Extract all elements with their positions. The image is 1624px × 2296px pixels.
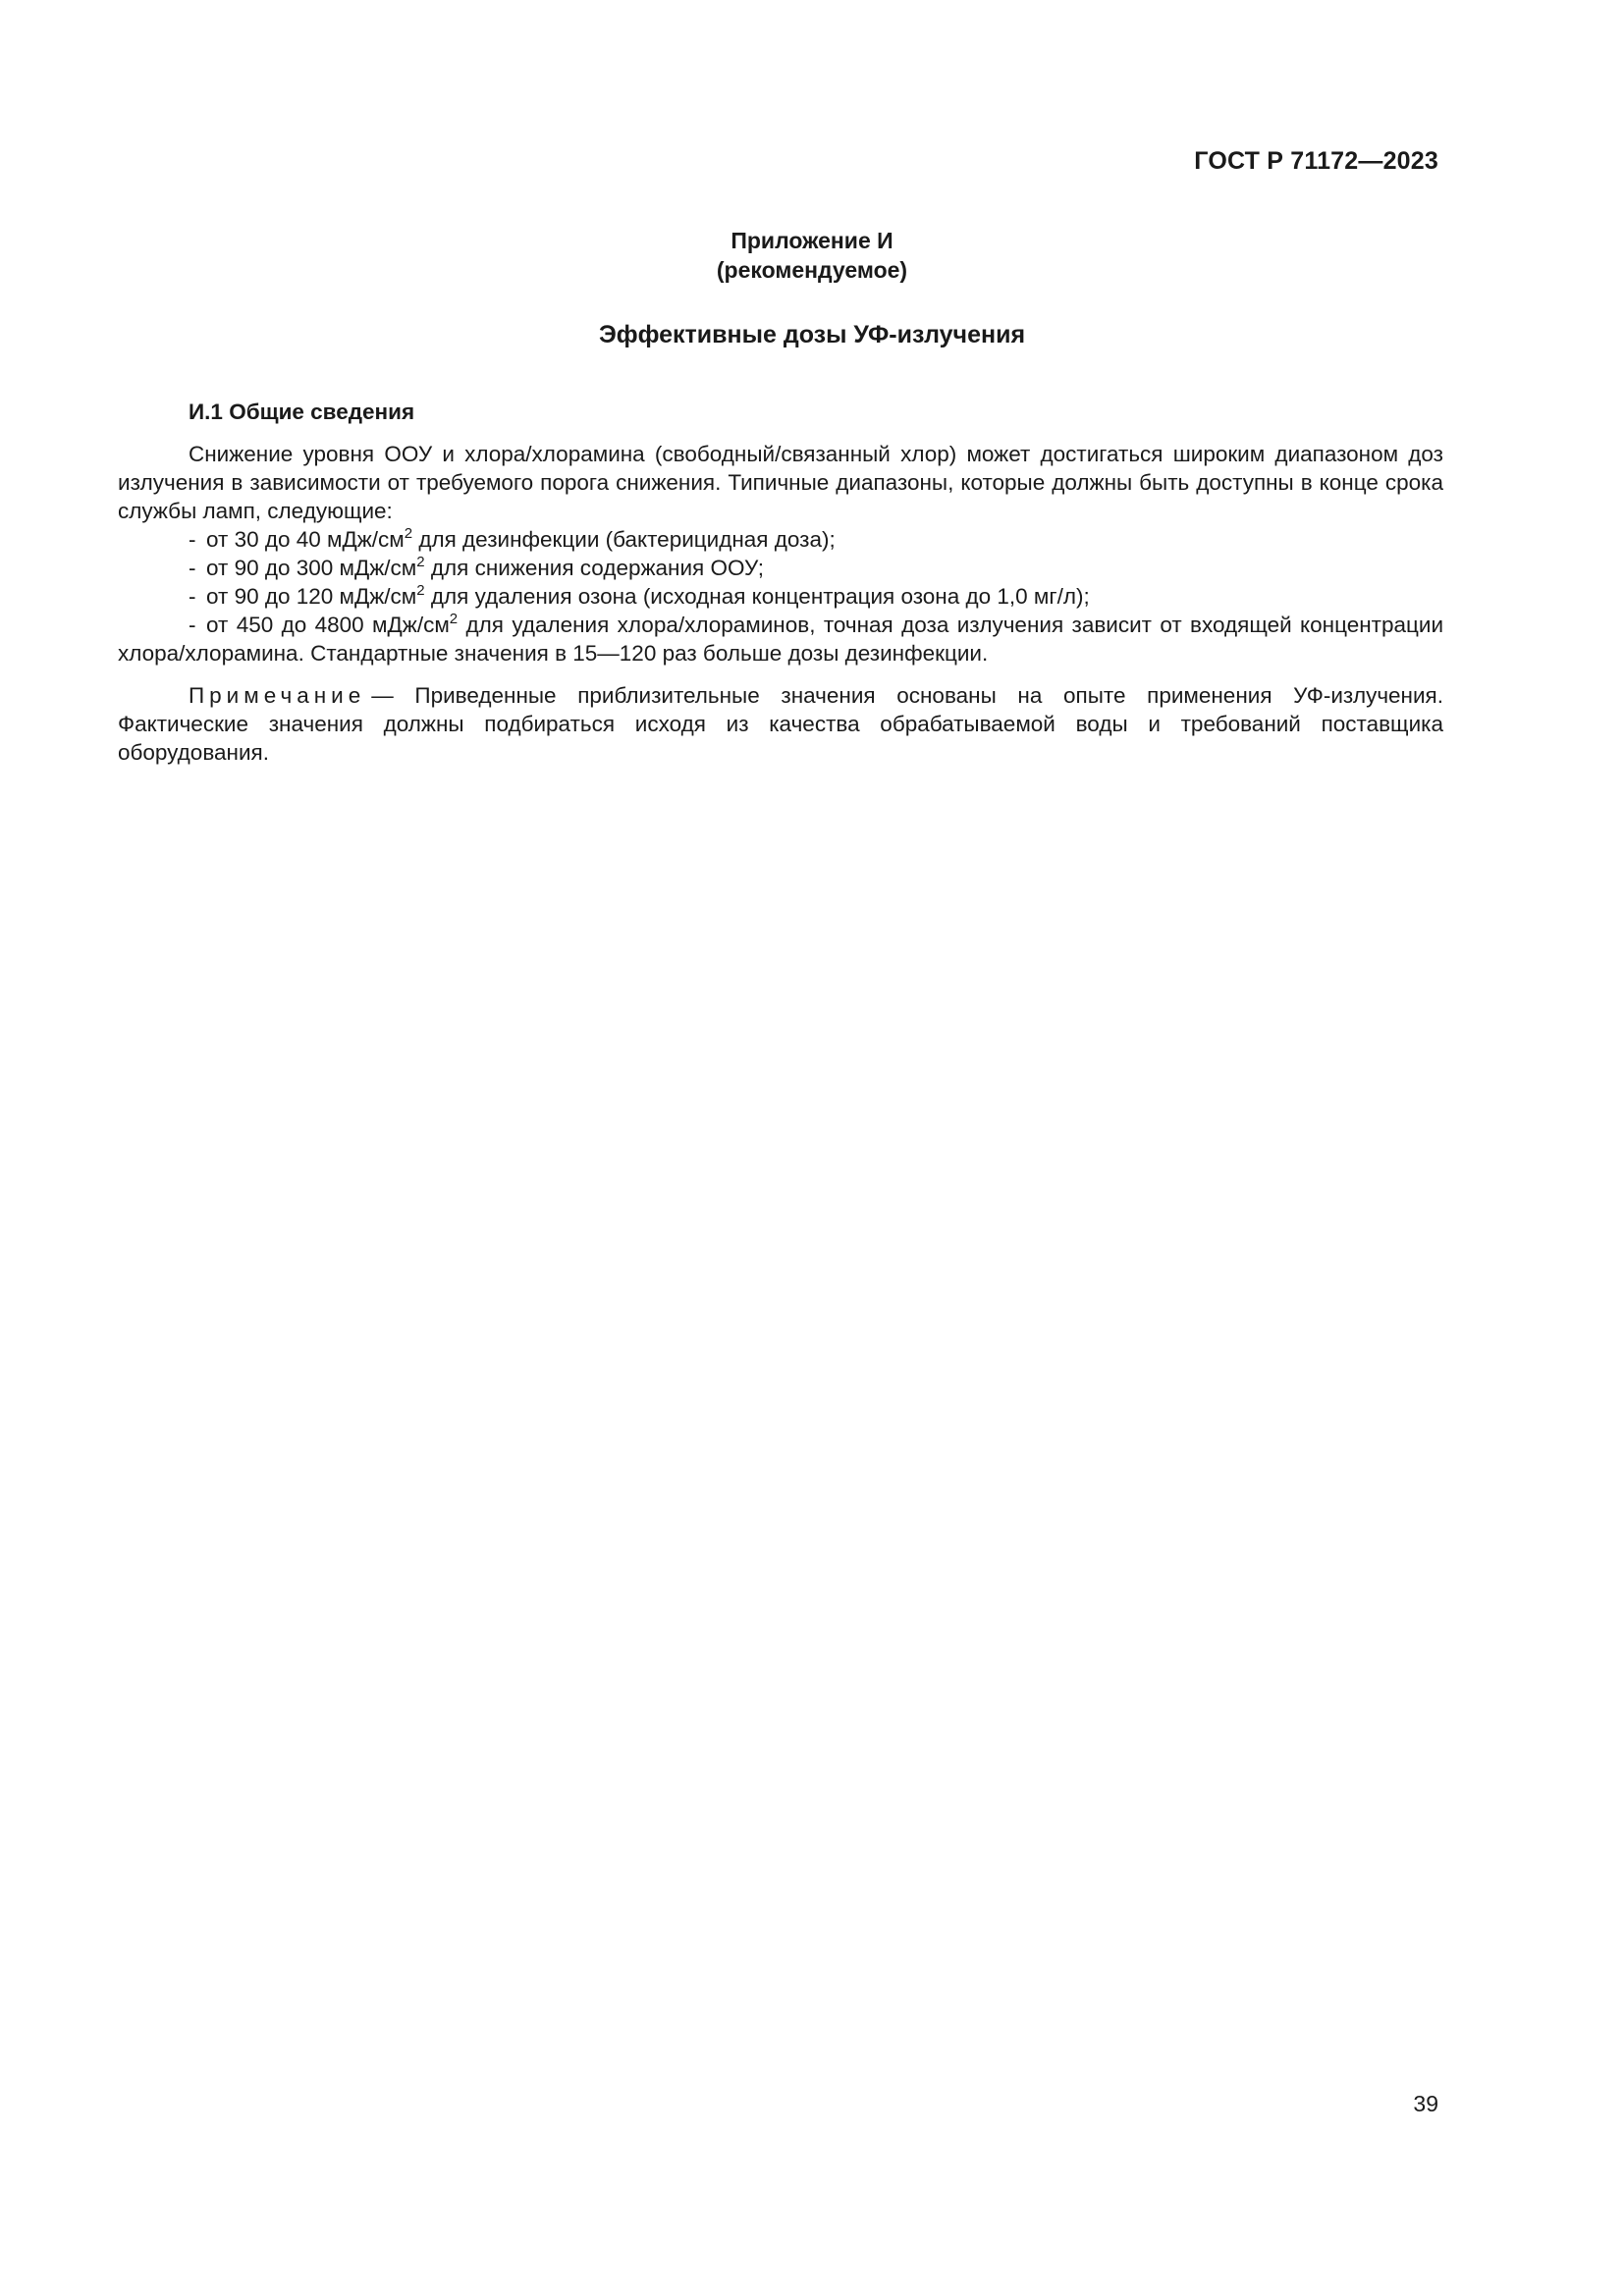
list-item-text-tail: для удаления хлора/хлораминов, точная доза излучения зависит от входящей концентрации хлора/хлорамина. Стандартные значения в 15—120 раз больше дозы дезинфекции. [118,613,1444,666]
list-item-text-tail: для удаления озона (исходная концентрация озона до 1,0 мг/л); [424,584,1090,609]
section-heading: И.1 Общие сведения [189,400,415,424]
appendix-status: (рекомендуемое) [716,257,908,283]
note-text: — Приведенные приблизительные значения основаны на опыте применения УФ-излучения. Фактические значения должны подбираться исходя из качества обрабатываемой воды и требований поставщика оборудования. [118,683,1443,765]
list-dash: - [189,584,196,609]
superscript: 2 [449,611,459,627]
list-dash: - [189,556,196,580]
note-label: Примечание [189,683,366,708]
section-content [118,398,1443,789]
list-item-text: от 30 до 40 мДж/см [206,527,405,552]
list-item-text: от 90 до 120 мДж/см [206,584,417,609]
list-dash: - [189,527,196,552]
superscript: 2 [416,582,425,599]
list-item [118,611,1443,667]
note-paragraph [118,681,1443,767]
appendix-header [0,226,1624,285]
list-item [118,554,1443,582]
superscript: 2 [416,554,425,570]
list-item-text-tail: для снижения содержания ООУ; [424,556,765,580]
document-code: ГОСТ Р 71172—2023 [1194,147,1438,175]
superscript: 2 [404,525,413,542]
list-item [118,582,1443,611]
list-item-text: от 450 до 4800 мДж/см [206,613,450,637]
dose-list [118,525,1443,667]
appendix-title: Эффективные дозы УФ-излучения [598,321,1026,348]
list-dash: - [189,613,196,637]
appendix-label: Приложение И [731,228,893,253]
intro-paragraph: Снижение уровня ООУ и хлора/хлорамина (свободный/связанный хлор) может достигаться широким диапазоном доз излучения в зависимости от требуемого порога снижения. Типичные диапазоны, которые должны быть доступны в конце срока службы ламп, следующие: [118,442,1443,523]
list-item-text-tail: для дезинфекции (бактерицидная доза); [412,527,836,552]
page-number: 39 [1413,2091,1438,2116]
list-item [118,525,1443,554]
list-item-text: от 90 до 300 мДж/см [206,556,417,580]
